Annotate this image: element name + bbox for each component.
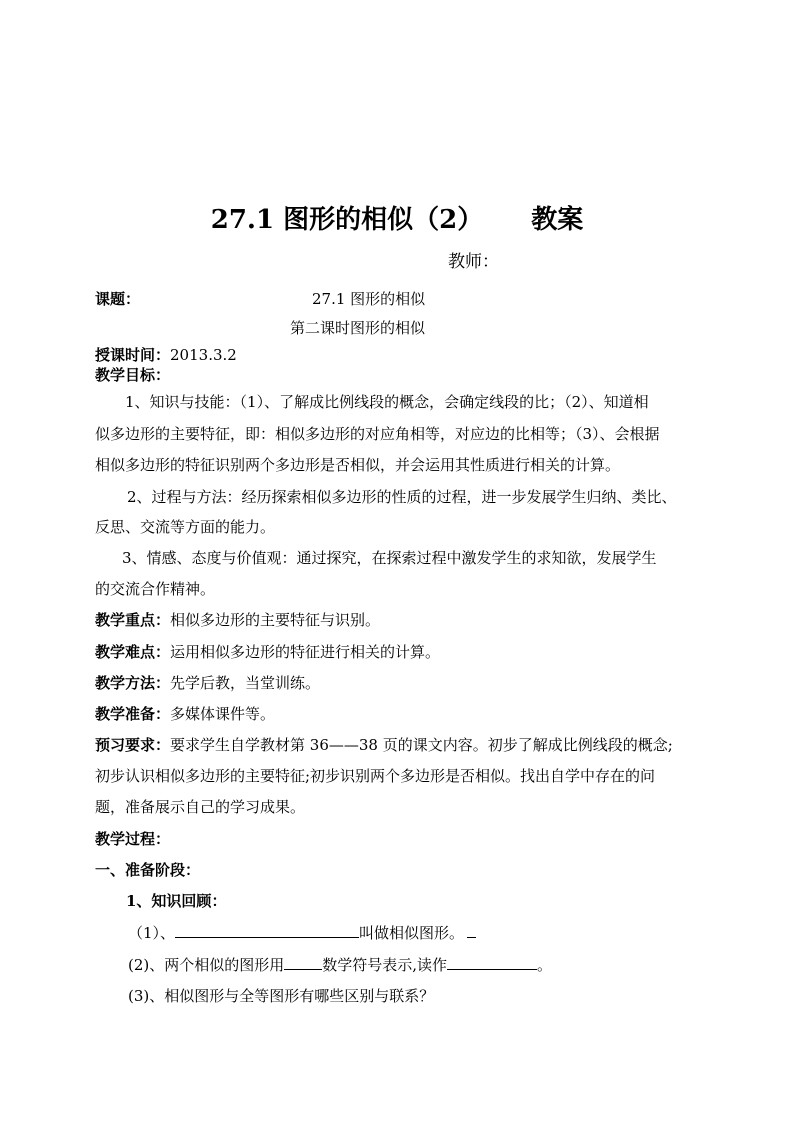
date-label: 授课时间：: [95, 346, 171, 364]
key-point-row: [95, 610, 380, 630]
topic-line-2: 第二课时图形的相似: [290, 319, 426, 337]
preview-line-3: 题，准备展示自己的学习成果。: [95, 798, 306, 816]
answer-blank-2a[interactable]: [284, 955, 322, 970]
title-main: 27.1 图形的相似（2）: [210, 205, 484, 235]
stage-1-heading: 一、准备阶段：: [95, 861, 201, 879]
answer-blank-1[interactable]: [175, 923, 359, 938]
date-row: [95, 345, 237, 365]
teacher-label: 教师：: [448, 252, 499, 272]
answer-blank-2b[interactable]: [447, 955, 537, 970]
question-1-suffix: 叫做相似图形。: [359, 924, 465, 942]
question-3: (3)、相似图形与全等图形有哪些区别与联系？: [128, 987, 435, 1005]
review-heading: 1、知识回顾：: [126, 892, 227, 910]
question-1-prefix: （1）、: [128, 924, 176, 942]
preview-text-1: 要求学生自学教材第 36——38 页的课文内容。初步了解成比例线段的概念;: [170, 736, 673, 754]
preview-line-1: [95, 735, 673, 755]
preparation-label: 教学准备：: [95, 705, 171, 723]
difficulty-row: [95, 642, 440, 662]
topic-label: 课题：: [95, 290, 141, 308]
key-point-label: 教学重点：: [95, 611, 171, 629]
goal-2-line-2: 反思、交流等方面的能力。: [95, 518, 276, 536]
method-row: [95, 673, 320, 693]
method-label: 教学方法：: [95, 674, 171, 692]
preparation-row: [95, 704, 275, 724]
preparation-text: 多媒体课件等。: [170, 705, 276, 723]
topic-line-1: 27.1 图形的相似: [312, 290, 426, 308]
goal-2-line-1: 2、过程与方法：经历探索相似多边形的性质的过程，进一步发展学生归纳、类比、: [127, 488, 677, 506]
document-title: [0, 200, 794, 240]
goal-3-line-2: 的交流合作精神。: [95, 580, 216, 598]
preview-label: 预习要求：: [95, 736, 171, 754]
process-label: 教学过程：: [95, 830, 171, 848]
goal-1-line-1: 1、知识与技能：（1）、了解成比例线段的概念，会确定线段的比；（2）、知道相: [125, 393, 649, 411]
preview-line-2: 初步认识相似多边形的主要特征;初步识别两个多边形是否相似。找出自学中存在的问: [95, 767, 656, 785]
goal-1-line-2: 似多边形的主要特征，即：相似多边形的对应角相等，对应边的比相等；（3）、会根据: [95, 425, 660, 443]
question-2: [128, 955, 552, 975]
question-2-suffix: 。: [537, 956, 553, 974]
title-suffix: 教案: [531, 205, 584, 235]
difficulty-label: 教学难点：: [95, 643, 171, 661]
goal-1-line-3: 相似多边形的特征识别两个多边形是否相似，并会运用其性质进行相关的计算。: [95, 456, 621, 474]
question-2-prefix: (2)、两个相似的图形用: [128, 956, 285, 974]
answer-blank-1b[interactable]: [467, 923, 476, 938]
goals-label: 教学目标：: [95, 366, 171, 384]
question-2-mid: 数学符号表示,读作: [322, 956, 448, 974]
question-1: [128, 923, 476, 943]
date-value: 2013.3.2: [170, 346, 237, 364]
key-point-text: 相似多边形的主要特征与识别。: [170, 611, 381, 629]
method-text: 先学后教，当堂训练。: [170, 674, 321, 692]
goal-3-line-1: 3、情感、态度与价值观：通过探究，在探索过程中激发学生的求知欲，发展学生: [122, 549, 657, 567]
difficulty-text: 运用相似多边形的特征进行相关的计算。: [170, 643, 441, 661]
